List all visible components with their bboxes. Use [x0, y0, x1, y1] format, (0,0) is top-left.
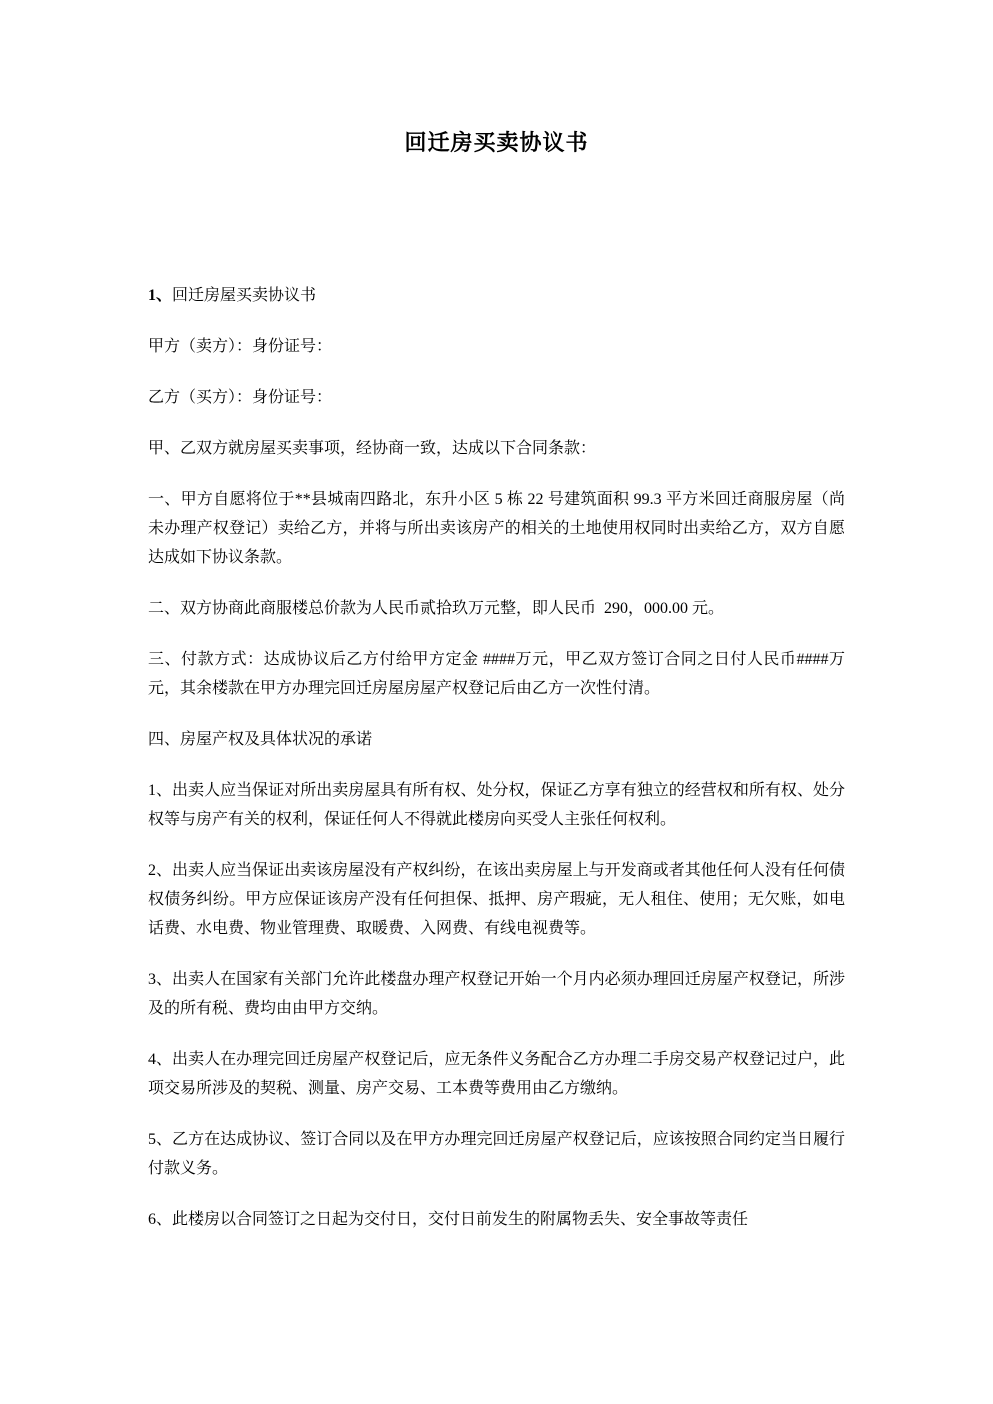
text-run: 二、双方协商此商服楼总价款为人民币贰拾玖万元整，即人民币 290，000.00 元。	[148, 600, 725, 617]
paragraph	[148, 281, 845, 310]
text-run: 3、出卖人在国家有关部门允许此楼盘办理产权登记开始一个月内必须办理回迁房屋产权登记，所涉及的所有税、费均由由甲方交纳。	[148, 971, 845, 1017]
text-run: 一、甲方自愿将位于**县城南四路北，东升小区 5 栋 22 号建筑面积 99.3 平方米回迁商服房屋（尚未办理产权登记）卖给乙方，并将与所出卖该房产的相关的土地使用权同时出卖给乙方，双方自愿达成如下协议条款。	[148, 491, 845, 566]
document-title: 回迁房买卖协议书	[404, 130, 589, 155]
text-run: 回迁房屋买卖协议书	[172, 287, 317, 304]
paragraph	[148, 1205, 845, 1234]
text-run: 甲方（卖方）：身份证号：	[148, 338, 333, 355]
paragraph	[148, 776, 845, 834]
text-run: 2、出卖人应当保证出卖该房屋没有产权纠纷，在该出卖房屋上与开发商或者其他任何人没有任何债权债务纠纷。甲方应保证该房产没有任何担保、抵押、房产瑕疵，无人租住、使用；无欠账，如电话费、水电费、物业管理费、取暖费、入网费、有线电视费等。	[148, 862, 845, 937]
text-run: 1、	[148, 287, 173, 304]
text-run: 4、出卖人在办理完回迁房屋产权登记后，应无条件义务配合乙方办理二手房交易产权登记过户，此项交易所涉及的契税、测量、房产交易、工本费等费用由乙方缴纳。	[148, 1051, 845, 1097]
text-run: 三、付款方式：达成协议后乙方付给甲方定金 ####万元，甲乙双方签订合同之日付人民币####万元，其余楼款在甲方办理完回迁房屋房屋产权登记后由乙方一次性付清。	[148, 651, 845, 697]
paragraph	[148, 856, 845, 943]
paragraph	[148, 1125, 845, 1183]
text-run: 四、房屋产权及具体状况的承诺	[148, 731, 373, 748]
text-run: 乙方（买方）：身份证号：	[148, 389, 333, 406]
text-run: 5、乙方在达成协议、签订合同以及在甲方办理完回迁房屋产权登记后，应该按照合同约定当日履行付款义务。	[148, 1131, 845, 1177]
paragraph	[148, 383, 845, 412]
paragraph	[148, 332, 845, 361]
paragraph	[148, 485, 845, 572]
text-run: 1、出卖人应当保证对所出卖房屋具有所有权、处分权，保证乙方享有独立的经营权和所有权、处分权等与房产有关的权利，保证任何人不得就此楼房向买受人主张任何权利。	[148, 782, 845, 828]
text-run: 6、此楼房以合同签订之日起为交付日，交付日前发生的附属物丢失、安全事故等责任	[148, 1211, 749, 1228]
paragraph	[148, 594, 845, 623]
paragraph	[148, 645, 845, 703]
paragraph	[148, 725, 845, 754]
paragraph	[148, 1045, 845, 1103]
document-body	[148, 281, 845, 1234]
text-run: 甲、乙双方就房屋买卖事项，经协商一致，达成以下合同条款：	[148, 440, 597, 457]
paragraph	[148, 434, 845, 463]
paragraph	[148, 965, 845, 1023]
